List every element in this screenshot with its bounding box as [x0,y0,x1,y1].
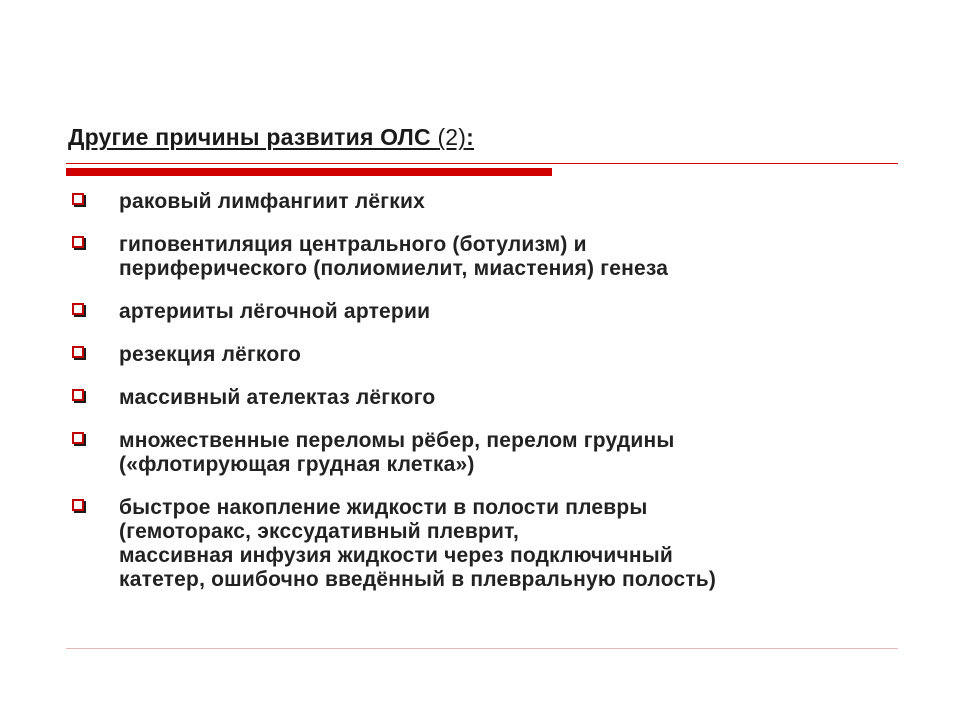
slide-title-text: Другие причины развития ОЛС [68,124,438,150]
footer-divider [66,648,898,649]
list-item-text-line: катетер, ошибочно введённый в плевральную полость) [119,568,717,591]
square-bullet-icon [72,432,84,444]
list-item-text-line: («флотирующая грудная клетка») [119,453,475,476]
square-bullet-icon [72,389,84,401]
square-bullet-icon [72,499,84,511]
list-item-text-line: массивная инфузия жидкости через подключичный [119,544,673,567]
list-item-text-line: раковый лимфангиит лёгких [119,190,425,213]
slide-title [68,124,474,151]
title-divider-thick [66,168,552,176]
slide-title-number: (2) [437,124,467,150]
list-item [68,300,888,324]
list-item [68,343,888,367]
square-bullet-icon [72,346,84,358]
causes-list [68,190,888,611]
list-item [68,429,888,477]
square-bullet-icon [72,303,84,315]
list-item-text-line: быстрое накопление жидкости в полости плевры [119,496,648,519]
square-bullet-icon [72,193,84,205]
list-item [68,190,888,214]
list-item-text-line: (гемоторакс, экссудативный плеврит, [119,520,520,543]
list-item-text-line: массивный ателектаз лёгкого [119,386,436,409]
slide-title-colon: : [466,124,475,150]
list-item-text-line: гиповентиляция центрального (ботулизм) и [119,233,587,256]
list-item [68,233,888,281]
list-item-text-line: артерииты лёгочной артерии [119,300,431,323]
square-bullet-icon [72,236,84,248]
list-item-text-line: периферического (полиомиелит, миастения) генеза [119,257,669,280]
list-item [68,386,888,410]
title-divider-thin [66,163,898,164]
list-item-text-line: множественные переломы рёбер, перелом грудины [119,429,675,452]
list-item-text-line: резекция лёгкого [119,343,302,366]
list-item [68,496,888,592]
